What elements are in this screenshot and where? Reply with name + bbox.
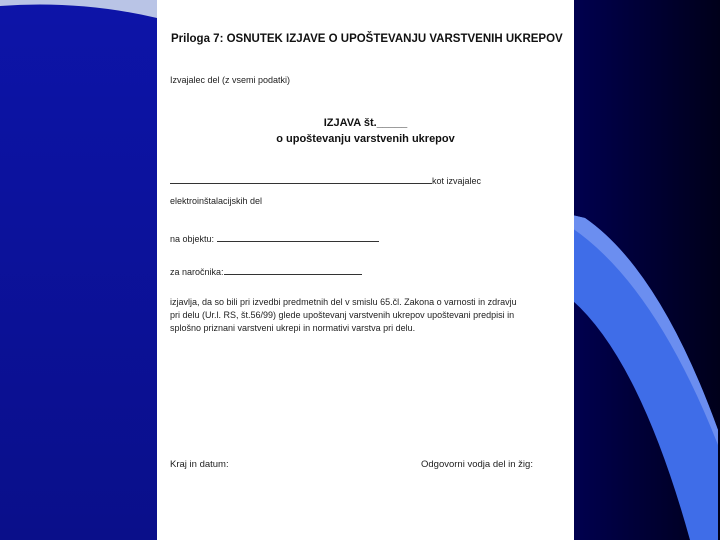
signature-label: Odgovorni vodja del in žig:	[421, 459, 533, 470]
place-date-label: Kraj in datum:	[170, 459, 229, 470]
contractor-line	[170, 174, 481, 186]
works-type-label: elektroinštalacijskih del	[170, 196, 263, 206]
declaration-heading: IZJAVA št._____	[323, 117, 408, 129]
paragraph-line: pri delu (Ur.l. RS, št.56/99) glede upoštevanj varstvenih ukrepov upoštevani predpisi in	[170, 310, 515, 320]
client-line	[170, 265, 362, 277]
object-line	[170, 232, 379, 244]
left-blue-band	[0, 0, 160, 540]
client-label: za naročnika:	[170, 267, 224, 277]
client-blank	[224, 265, 362, 275]
as-contractor-label: kot izvajalec	[432, 176, 482, 186]
paragraph-line: splošno priznani varstveni ukrepi in normativi varstva pri delu.	[170, 323, 416, 333]
paragraph-line: izjavlja, da so bili pri izvedbi predmetnih del v smislu 65.čl. Zakona o varnosti in zdravju	[170, 297, 517, 307]
document-page	[157, 0, 574, 540]
object-blank	[217, 232, 379, 242]
object-label: na objektu:	[170, 234, 215, 244]
contractor-label: Izvajalec del (z vsemi podatki)	[170, 75, 291, 85]
contractor-blank	[170, 174, 432, 184]
declaration-subheading: o upoštevanju varstvenih ukrepov	[276, 133, 455, 145]
declaration-paragraph	[170, 296, 566, 335]
document-title: Priloga 7: OSNUTEK IZJAVE O UPOŠTEVANJU VARSTVENIH UKREPOV	[171, 33, 563, 45]
